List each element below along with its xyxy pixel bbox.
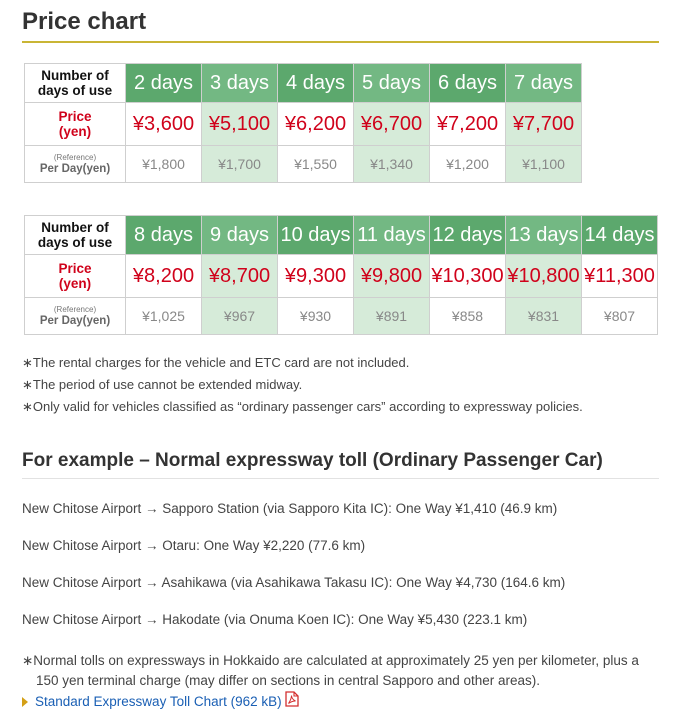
toll-chart-link[interactable]: Standard Expressway Toll Chart (962 kB) xyxy=(35,694,282,710)
day-header: 14 days xyxy=(582,216,658,255)
price-cell: ¥8,700 xyxy=(202,255,278,298)
per-day-cell: ¥967 xyxy=(202,298,278,335)
day-header: 6 days xyxy=(430,64,506,103)
per-day-cell: ¥1,550 xyxy=(278,146,354,183)
toll-chart-link-row xyxy=(22,693,299,712)
example-route: New Chitose Airport → Sapporo Station (via Sapporo Kita IC): One Way ¥1,410 (46.9 km) xyxy=(22,501,558,516)
days-label: Number of days of use xyxy=(25,64,126,103)
per-day-cell: ¥891 xyxy=(354,298,430,335)
price-cell: ¥7,200 xyxy=(430,103,506,146)
price-cell: ¥11,300 xyxy=(582,255,658,298)
note-text: ∗The rental charges for the vehicle and ETC card are not included. xyxy=(22,355,410,370)
title-underline xyxy=(22,41,659,43)
day-header: 3 days xyxy=(202,64,278,103)
per-day-label: (Reference) Per Day(yen) xyxy=(25,146,126,183)
footnote-line: 150 yen terminal charge (may differ on sections in central Sapporo and other areas). xyxy=(36,673,541,688)
note-text: ∗The period of use cannot be extended midway. xyxy=(22,377,303,392)
price-cell: ¥10,300 xyxy=(430,255,506,298)
per-day-cell: ¥1,700 xyxy=(202,146,278,183)
per-day-cell: ¥831 xyxy=(506,298,582,335)
day-header: 11 days xyxy=(354,216,430,255)
price-label: Price (yen) xyxy=(25,255,126,298)
day-header: 13 days xyxy=(506,216,582,255)
per-day-cell: ¥858 xyxy=(430,298,506,335)
day-header: 8 days xyxy=(126,216,202,255)
per-day-row xyxy=(25,146,582,183)
example-heading: For example – Normal expressway toll (Ordinary Passenger Car) xyxy=(22,450,603,471)
price-table-1 xyxy=(24,63,582,183)
per-day-cell: ¥1,025 xyxy=(126,298,202,335)
example-heading-underline xyxy=(22,478,659,479)
day-header: 9 days xyxy=(202,216,278,255)
example-route: New Chitose Airport → Asahikawa (via Asahikawa Takasu IC): One Way ¥4,730 (164.6 km) xyxy=(22,575,566,590)
price-row xyxy=(25,255,658,298)
day-header: 12 days xyxy=(430,216,506,255)
day-header: 4 days xyxy=(278,64,354,103)
price-row xyxy=(25,103,582,146)
footnote-line: ∗Normal tolls on expressways in Hokkaido are calculated at approximately 25 yen per kilometer, plus a xyxy=(22,653,639,668)
page-title: Price chart xyxy=(22,8,147,35)
pdf-icon[interactable] xyxy=(285,691,299,710)
per-day-cell: ¥1,340 xyxy=(354,146,430,183)
triangle-right-icon xyxy=(22,697,28,707)
per-day-cell: ¥1,100 xyxy=(506,146,582,183)
days-row xyxy=(25,216,658,255)
price-cell: ¥6,700 xyxy=(354,103,430,146)
price-cell: ¥7,700 xyxy=(506,103,582,146)
price-table-2 xyxy=(24,215,658,335)
per-day-cell: ¥930 xyxy=(278,298,354,335)
days-row xyxy=(25,64,582,103)
day-header: 7 days xyxy=(506,64,582,103)
per-day-cell: ¥1,800 xyxy=(126,146,202,183)
price-cell: ¥5,100 xyxy=(202,103,278,146)
price-cell: ¥6,200 xyxy=(278,103,354,146)
price-cell: ¥8,200 xyxy=(126,255,202,298)
price-cell: ¥9,800 xyxy=(354,255,430,298)
days-label: Number of days of use xyxy=(25,216,126,255)
price-cell: ¥3,600 xyxy=(126,103,202,146)
price-label: Price (yen) xyxy=(25,103,126,146)
day-header: 2 days xyxy=(126,64,202,103)
per-day-cell: ¥1,200 xyxy=(430,146,506,183)
day-header: 5 days xyxy=(354,64,430,103)
price-cell: ¥10,800 xyxy=(506,255,582,298)
example-route: New Chitose Airport → Otaru: One Way ¥2,220 (77.6 km) xyxy=(22,538,366,553)
day-header: 10 days xyxy=(278,216,354,255)
price-cell: ¥9,300 xyxy=(278,255,354,298)
toll-footnote xyxy=(22,651,662,691)
per-day-cell: ¥807 xyxy=(582,298,658,335)
per-day-row xyxy=(25,298,658,335)
note-text: ∗Only valid for vehicles classified as “ordinary passenger cars” according to expressway policies. xyxy=(22,399,583,414)
example-route: New Chitose Airport → Hakodate (via Onuma Koen IC): One Way ¥5,430 (223.1 km) xyxy=(22,612,528,627)
per-day-label: (Reference) Per Day(yen) xyxy=(25,298,126,335)
